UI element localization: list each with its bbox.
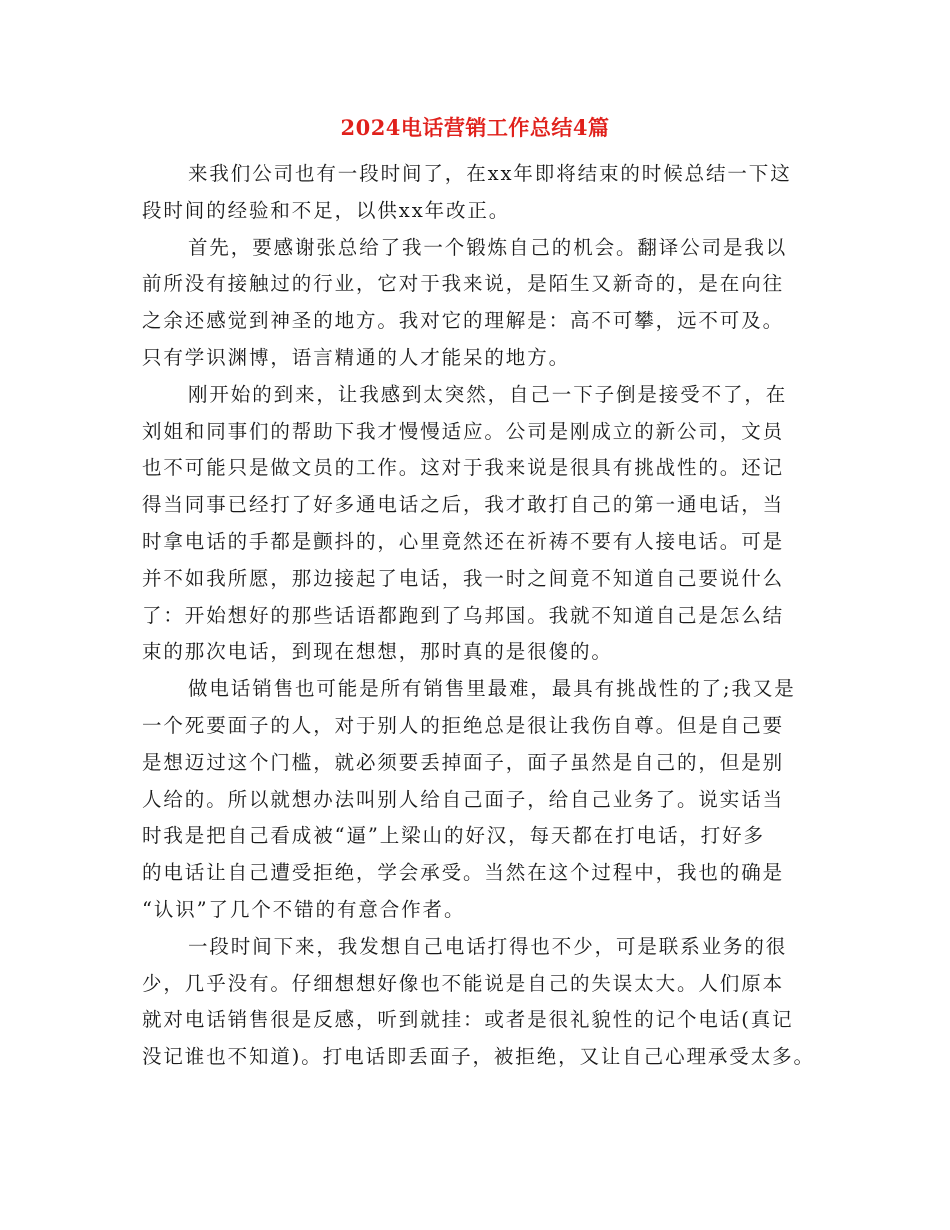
paragraph-3-line-8: 束的那次电话，到现在想想，那时真的是很傻的。 [142,640,613,664]
paragraph-1-line-2: 段时间的经验和不足，以供xx年改正。 [142,198,511,222]
paragraph-2-line-1: 首先，要感谢张总给了我一个锻炼自己的机会。翻译公司是我以 [188,235,788,259]
paragraph-4-line-6: 的电话让自己遭受拒绝，学会承受。当然在这个过程中，我也的确是 [142,861,785,885]
paragraph-5-line-4: 没记谁也不知道)。打电话即丢面子，被拒绝，又让自己心理承受太多。 [142,1045,815,1069]
paragraph-4-line-4: 人给的。所以就想办法叫别人给自己面子，给自己业务了。说实话当 [142,787,785,811]
paragraph-3-line-1: 刚开始的到来，让我感到太突然，自己一下子倒是接受不了，在 [188,382,788,406]
paragraph-3-line-6: 并不如我所愿，那边接起了电话，我一时之间竟不知道自己要说什么 [142,566,785,590]
paragraph-5-line-3: 就对电话销售很是反感，听到就挂：或者是很礼貌性的记个电话(真记 [142,1008,794,1032]
document-title: 2024电话营销工作总结4篇 [340,115,610,140]
paragraph-4-line-3: 是想迈过这个门槛，就必须要丢掉面子，面子虽然是自己的，但是别 [142,750,785,774]
paragraph-2-line-3: 之余还感觉到神圣的地方。我对它的理解是：高不可攀，远不可及。 [142,309,785,333]
paragraph-3-line-7: 了：开始想好的那些话语都跑到了乌邦国。我就不知道自己是怎么结 [142,603,785,627]
paragraph-4-line-5: 时我是把自己看成被“逼”上梁山的好汉，每天都在打电话，打好多 [142,824,765,848]
document-body [142,156,822,1076]
paragraph-3-line-2: 刘姐和同事们的帮助下我才慢慢适应。公司是刚成立的新公司，文员 [142,419,785,443]
paragraph-2-line-4: 只有学识渊博，语言精通的人才能呆的地方。 [142,345,571,369]
paragraph-3-line-5: 时拿电话的手都是颤抖的，心里竟然还在祈祷不要有人接电话。可是 [142,529,785,553]
paragraph-5-line-1: 一段时间下来，我发想自己电话打得也不少，可是联系业务的很 [188,934,788,958]
paragraph-4-line-2: 一个死要面子的人，对于别人的拒绝总是很让我伤自尊。但是自己要 [142,713,785,737]
paragraph-4-line-7: “认识”了几个不错的有意合作者。 [142,897,466,921]
paragraph-3-line-3: 也不可能只是做文员的工作。这对于我来说是很具有挑战性的。还记 [142,456,785,480]
paragraph-5-line-2: 少，几乎没有。仔细想想好像也不能说是自己的失误太大。人们原本 [142,971,785,995]
paragraph-3-line-4: 得当同事已经打了好多通电话之后，我才敢打自己的第一通电话，当 [142,493,785,517]
paragraph-4-line-1: 做电话销售也可能是所有销售里最难，最具有挑战性的了;我又是 [188,677,796,701]
paragraph-1-line-1: 来我们公司也有一段时间了，在xx年即将结束的时候总结一下这 [188,162,792,185]
paragraph-2-line-2: 前所没有接触过的行业，它对于我来说，是陌生又新奇的，是在向往 [142,272,785,296]
